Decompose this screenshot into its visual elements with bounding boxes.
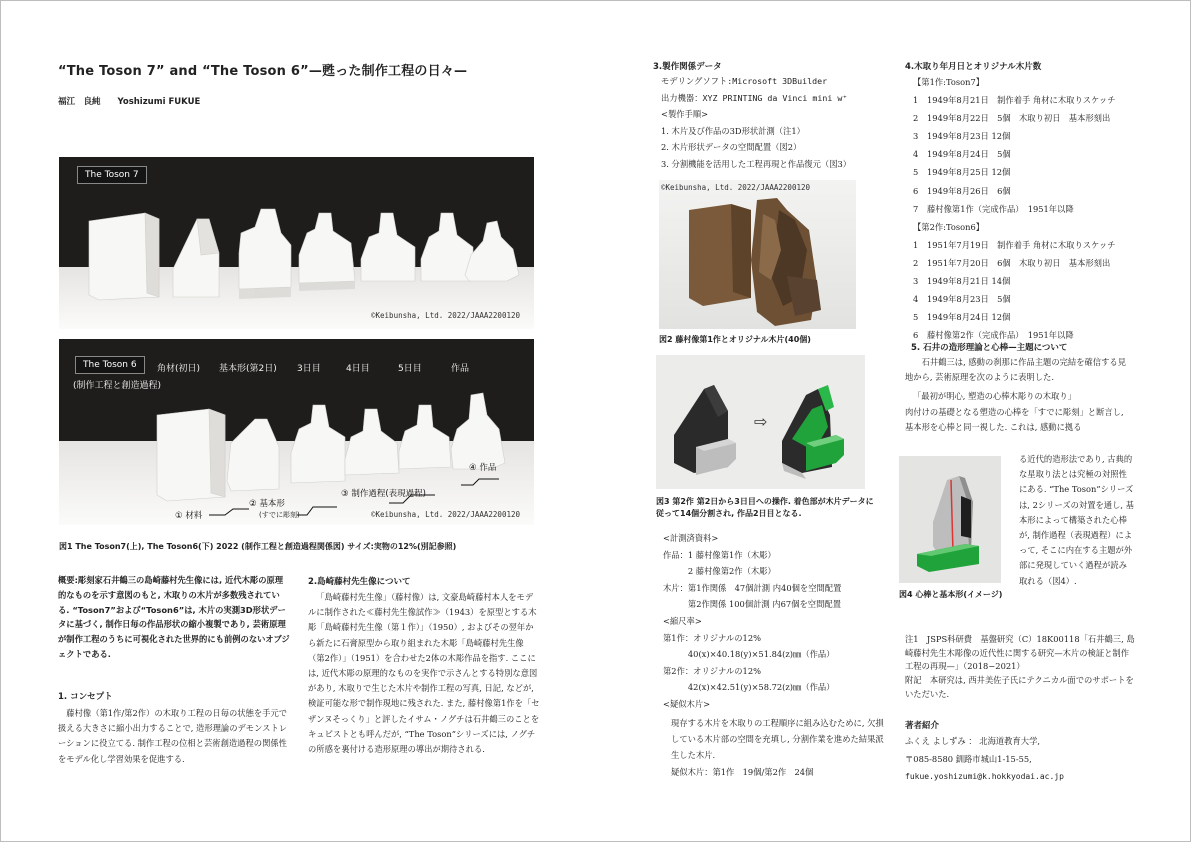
group2-heading: 【第2作:Toson6】 xyxy=(913,221,985,232)
toson6-sculptures xyxy=(59,339,534,525)
list-item: 5 1949年8月24日 12個 xyxy=(913,312,1011,323)
section3-lines xyxy=(661,73,851,173)
bio-heading: 著者紹介 xyxy=(905,721,940,731)
figure3-caption: 図3 第2作 第2日から3日目への操作. 着色部が木片データに従って14個分割され, 作品2日目となる. xyxy=(656,497,874,518)
stage-label-3: 3日目 xyxy=(297,364,321,374)
section2-text: 「島崎藤村先生像」（藤村像）は, 文豪島崎藤村本人をモデルに制作された≪藤村先生像試作≫（1943）を原型とする木彫「島崎藤村先生像（第１作）」（1950）, およびその翌年から新たに石膏原型から取り組まれた木彫「島崎藤村先生像（第2作）」（1951）を合わせた2体の木彫作品を指す. ここには, 近代木彫の原理的なものを実作で示さんとする特別な意図があり, 木取りで生じた木片や制作工程の写真, 日記, などが, 検証可能な形で制作現地に残された. また, 藤村像第1作を「セザンヌそっくり」と評したイサム・ノグチは石井鶴三のことをキュビストとも呼んだが, “The Toson”シリーズには, ノグチの所感を裏付ける造形原理の導出が期待される. xyxy=(308,592,540,755)
stage-label-2: 基本形(第2日) xyxy=(219,364,277,374)
calc-scale-heading: <縮尺率> xyxy=(663,615,702,626)
calc-measured-heading: <計測済資料> xyxy=(663,533,719,543)
section4-heading: 4.木取り年月日とオリジナル木片数 xyxy=(905,62,1042,72)
calc-pseudo-count: 疑似木片：第1作 19個/第2作 24個 xyxy=(671,767,814,777)
section1-heading: 1. コンセプト xyxy=(58,692,113,702)
list-item: 7 藤村像第1作（完成作品） 1951年以降 xyxy=(913,203,1074,214)
acknowledgment-text: 附記 本研究は, 西井美佐子氏にテクニカル面でのサポートをいただいた. xyxy=(905,675,1134,699)
procedure-step-2: 2. 木片形状データの空間配置（図2） xyxy=(661,142,802,153)
annotation-work: ④ 作品 xyxy=(469,463,497,473)
procedure-step-3: 3. 分割機能を活用した工程再現と作品復元（図3） xyxy=(661,158,852,169)
printer-line: 出力機器：XYZ PRINTING da Vinci mini w⁺ xyxy=(661,92,848,103)
figure4-render xyxy=(899,456,1001,583)
section2-heading: 2.島崎藤村先生像について xyxy=(308,577,411,587)
procedure-heading: <製作手順> xyxy=(661,109,709,120)
author-name-ja: 福江 良純 xyxy=(58,97,101,107)
abstract: 概要:彫刻家石井鶴三の島崎藤村先生像には, 近代木彫の原理的なものを示す意図のもと, 木取りの木片が多数残されている. “Toson7”および“Toson6”は, 木片の実測3D形状データに基づく, 制作日毎の作品形状の縮小複製であり, 芸術原理が制作工程のうちに可視化された世界的にも前例のないオブジェクトである. xyxy=(58,575,290,659)
list-item: 1 1949年8月21日 制作着手 角材に木取りスケッチ xyxy=(913,95,1116,106)
paper-title: “The Toson 7” and “The Toson 6”—甦った制作工程の日々— xyxy=(58,64,468,79)
calc-pseudo-text: 現存する木片を木取りの工程順序に組み込むために, 欠損している木片部の空間を充填し, 分割作業を進めた結果派生した木片. xyxy=(671,718,884,760)
calc-dim-1: 40(x)×40.18(y)×51.84(z)㎜（作品） xyxy=(663,649,835,660)
figure1-caption: 図1 The Toson7(上), The Toson6(下) 2022 (制作工程と創造過程関係図) サイズ:実物の12%(別記参照) xyxy=(59,542,457,551)
author-line xyxy=(58,95,200,107)
bio-email: fukue.yoshizumi@k.hokkyodai.ac.jp xyxy=(905,772,1064,781)
figure2-render xyxy=(659,180,856,329)
note-text: 注1 JSPS科研費 基盤研究（C）18K00118「石井鶴三, 島崎藤村先生木彫像の近代性に関する研究—木片の検証と制作工程の再現—」（2018−2021） xyxy=(905,634,1135,671)
list-item: 6 藤村像第2作（完成作品） 1951年以降 xyxy=(913,330,1074,341)
toson7-sculptures xyxy=(59,157,534,329)
list-item: 4 1949年8月24日 5個 xyxy=(913,149,1011,160)
calc-pieces-2: 第2作関係 100個計測 内67個を空間配置 xyxy=(663,599,841,610)
figure3-render xyxy=(656,355,865,489)
section4-list xyxy=(913,73,1116,344)
calc-scale-1: 第1作：オリジナルの12% xyxy=(663,632,761,643)
list-item: 2 1949年8月22日 5個 木取り初日 基本形刻出 xyxy=(913,113,1111,124)
calc-works-2: 2 藤村像第2作（木彫） xyxy=(663,566,776,577)
stage-label-5: 5日目 xyxy=(398,364,422,374)
author-name-en: Yoshizumi FUKUE xyxy=(117,97,201,107)
calc-scale-2: 第2作：オリジナルの12% xyxy=(663,665,761,676)
section1-text: 藤村像（第1作/第2作）の木取り工程の日毎の状態を手元で扱える大きさに縮小出力することで, 造形理論のデモンストレーションに役立てる. 制作工程の位相と芸術創造過程の関係性をモデル化し学習効果を促進する. xyxy=(58,708,288,764)
section5-heading: 5. 石井の造形理論と心棒—主題について xyxy=(911,343,1068,353)
figure2-image xyxy=(659,180,856,329)
figure4-caption: 図4 心棒と基本形(イメージ) xyxy=(899,590,1003,599)
toson7-tag: The Toson 7 xyxy=(77,166,147,184)
figure4-image xyxy=(899,456,1001,583)
section3-heading: 3.製作関係データ xyxy=(653,62,722,72)
list-item: 3 1949年8月21日 14個 xyxy=(913,276,1011,287)
toson6-tag: The Toson 6 xyxy=(75,356,145,374)
figure1-top-copyright: ©Keibunsha, Ltd. 2022/JAAA2200120 xyxy=(371,311,521,320)
list-item: 2 1951年7月20日 6個 木取り初日 基本形刻出 xyxy=(913,257,1111,268)
calc-data xyxy=(663,530,893,713)
procedure-step-1: 1. 木片及び作品の3D形状計測（注1） xyxy=(661,125,805,136)
section5-wide-text: 肉付けの基礎となる塑造の心棒を「すでに彫刻」と断言し, 基本形を心棒と同一視した. これは, 感動に拠る xyxy=(905,407,1124,433)
stage-label-4: 4日目 xyxy=(346,364,370,374)
annotation-process: ③ 制作過程(表現過程) xyxy=(341,489,426,499)
bio-address: 〒085-8580 釧路市城山1-15-55, xyxy=(905,754,1032,764)
group1-heading: 【第1作:Toson7】 xyxy=(913,77,985,87)
calc-pieces-1: 木片：第1作関係 47個計測 内40個を空間配置 xyxy=(663,582,842,593)
bio-name: ふくえ よしずみ ： 北海道教育大学, xyxy=(905,736,1041,746)
list-item: 4 1949年8月23日 5個 xyxy=(913,294,1011,305)
list-item: 3 1949年8月23日 12個 xyxy=(913,131,1011,142)
annotation-basic-form: ② 基本形 xyxy=(249,499,285,509)
figure2-caption: 図2 藤村像第1作とオリジナル木片(40個) xyxy=(659,335,811,344)
section5-intro: 石井鶴三は, 感動の刹那に作品主題の完結を確信する見地から, 芸術原理を次のように表明した. xyxy=(905,357,1126,383)
figure2-copyright: ©Keibunsha, Ltd. 2022/JAAA2200120 xyxy=(661,183,811,192)
figure1-bottom-copyright: ©Keibunsha, Ltd. 2022/JAAA2200120 xyxy=(371,510,521,519)
software-line: モデリングソフト:Microsoft 3DBuilder xyxy=(661,76,828,86)
figure1-bottom-photo xyxy=(59,339,534,525)
list-item: 6 1949年8月26日 6個 xyxy=(913,185,1011,196)
figure3-image xyxy=(656,355,865,489)
section5-quote: 「最初が明心, 塑造の心棒木彫りの木取り」 xyxy=(913,391,1076,401)
list-item: 5 1949年8月25日 12個 xyxy=(913,167,1011,178)
annotation-material: ① 材料 xyxy=(175,511,203,521)
stage-label-1: 角材(初日) xyxy=(157,364,201,374)
section5-narrow-text: る近代的造形法であり, 古典的な星取り法とは究極の対照性にある. “The Toson”シリーズは, 2シリーズの対置を通し, 基本形によって構築された心棒が, 制作過程（表現過程）によって, そこに内在する主題が外部に発現していく過程が読み取れる（図4）. xyxy=(1019,454,1134,586)
figure1-top-photo xyxy=(59,157,534,329)
calc-pseudo-heading: <疑似木片> xyxy=(663,698,711,709)
list-item: 1 1951年7月19日 制作着手 角材に木取りスケッチ xyxy=(913,239,1116,250)
figure3-arrow: ⇨ xyxy=(754,412,768,431)
calc-dim-2: 42(x)×42.51(y)×58.72(z)㎜（作品） xyxy=(663,682,835,693)
stage-label-6: 作品 xyxy=(451,364,470,374)
toson6-subtitle: (制作工程と創造過程) xyxy=(73,381,162,391)
calc-works-1: 作品：1 藤村像第1作（木彫） xyxy=(663,549,776,560)
annotation-basic-form-sub: (すでに彫刻) xyxy=(259,511,300,519)
